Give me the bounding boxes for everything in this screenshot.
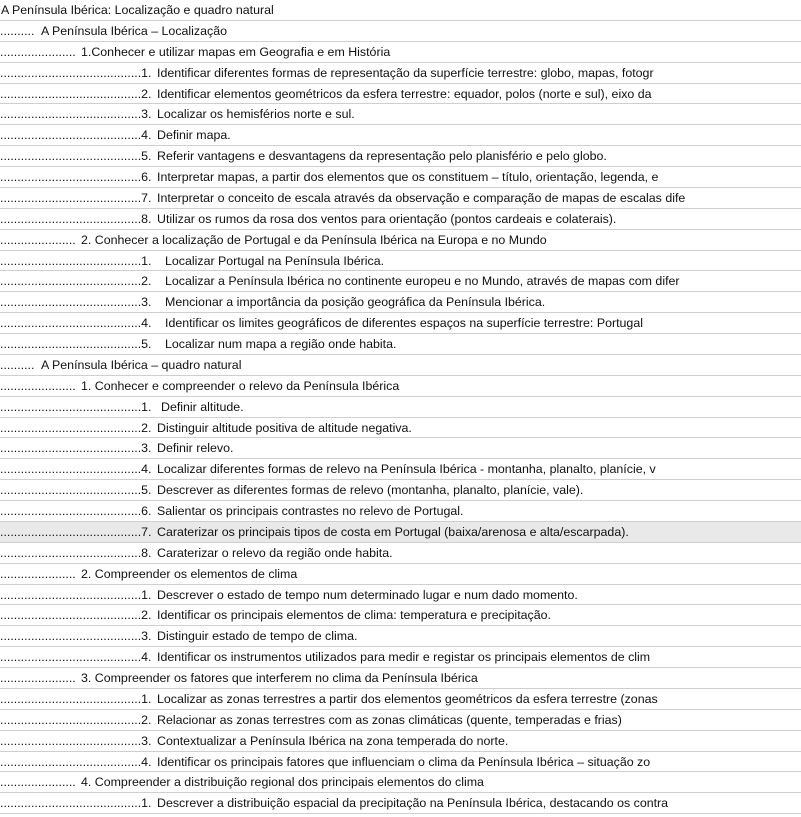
section-title: 3. Compreender os fatores que interferem no clima da Península Ibérica xyxy=(81,671,478,685)
outline-row-level-4[interactable] xyxy=(0,334,801,355)
chapter-title: A Península Ibérica – quadro natural xyxy=(41,357,242,372)
page-title: A Península Ibérica: Localização e quadro natural xyxy=(1,3,274,17)
row-leader: ...................... xyxy=(0,671,76,685)
row-leader: .........................................2. xyxy=(0,608,152,623)
outline-row-level-3[interactable] xyxy=(0,626,801,647)
objective-text: Descrever o estado de tempo num determinado lugar e num dado momento. xyxy=(157,587,578,602)
row-leader: .........................................1. xyxy=(0,65,152,80)
outline-row-level-4[interactable] xyxy=(0,292,801,313)
row-leader: .........................................1. xyxy=(0,399,152,414)
row-leader: .........................................4. xyxy=(0,462,152,477)
outline-row-level-4[interactable] xyxy=(0,251,801,272)
objective-text: Identificar diferentes formas de representação da superfície terrestre: globo, mapas, fotogr xyxy=(157,65,654,80)
row-leader: .........................................1. xyxy=(0,253,152,268)
outline-row-level-3[interactable] xyxy=(0,167,801,188)
objective-text: Contextualizar a Península Ibérica na zona temperada do norte. xyxy=(157,733,509,748)
outline-row-level-0[interactable] xyxy=(0,0,801,21)
outline-row-level-3[interactable] xyxy=(0,104,801,125)
objective-text: Identificar os principais fatores que influenciam o clima da Península Ibérica – situação zo xyxy=(157,754,651,769)
objective-text: Caraterizar o relevo da região onde habita. xyxy=(157,545,393,560)
row-leader: .........................................6. xyxy=(0,170,152,184)
outline-row-level-2[interactable] xyxy=(0,376,801,397)
row-leader: .........................................3. xyxy=(0,629,152,644)
objective-text: Localizar num mapa a região onde habita. xyxy=(165,337,397,351)
objective-text: Localizar as zonas terrestres a partir dos elementos geométricos da esfera terrestre (zonas xyxy=(157,691,658,706)
outline-row-level-1[interactable] xyxy=(0,355,801,376)
outline-row-level-4[interactable] xyxy=(0,313,801,334)
outline-row-level-3[interactable] xyxy=(0,585,801,606)
outline-row-level-2[interactable] xyxy=(0,772,801,793)
row-leader: .........................................3. xyxy=(0,295,152,310)
section-title: 1.Conhecer e utilizar mapas em Geografia e em História xyxy=(81,44,391,59)
row-leader: .......... xyxy=(0,357,35,372)
row-leader: .........................................8. xyxy=(0,545,152,560)
outline-row-level-3[interactable] xyxy=(0,459,801,480)
outline-row-level-3[interactable] xyxy=(0,543,801,564)
row-leader: .........................................5. xyxy=(0,483,152,498)
objective-text: Localizar os hemisférios norte e sul. xyxy=(157,107,355,122)
outline-row-level-3[interactable] xyxy=(0,689,801,710)
outline-row-level-3[interactable] xyxy=(0,501,801,522)
row-leader: .........................................4. xyxy=(0,128,152,143)
row-leader: .........................................4. xyxy=(0,316,152,331)
row-leader: .........................................1. xyxy=(0,587,152,602)
row-leader: .........................................8. xyxy=(0,211,152,226)
objective-text: Interpretar o conceito de escala através da observação e comparação de mapas de escalas dife xyxy=(157,190,686,205)
row-leader: .........................................7. xyxy=(0,524,152,539)
outline-row-level-4[interactable] xyxy=(0,271,801,292)
objective-text: Identificar os instrumentos utilizados para medir e registar os principais elementos de clim xyxy=(157,650,651,665)
row-leader: .........................................7. xyxy=(0,190,152,205)
outline-row-level-3[interactable] xyxy=(0,752,801,773)
outline-row-level-3[interactable] xyxy=(0,209,801,230)
section-title: 2. Conhecer a localização de Portugal e da Península Ibérica na Europa e no Mundo xyxy=(81,232,547,247)
row-leader: .........................................2. xyxy=(0,86,152,101)
row-leader: .........................................5. xyxy=(0,337,152,351)
objective-text: Localizar a Península Ibérica no continente europeu e no Mundo, através de mapas com difer xyxy=(165,274,680,289)
objective-text: Definir relevo. xyxy=(157,441,234,456)
outline-row-level-3[interactable] xyxy=(0,605,801,626)
objective-text: Mencionar a importância da posição geográfica da Península Ibérica. xyxy=(165,295,546,310)
row-leader: .........................................1. xyxy=(0,691,152,706)
outline-row-level-3[interactable] xyxy=(0,438,801,459)
section-title: 2. Compreender os elementos de clima xyxy=(81,566,298,581)
outline-row-level-1[interactable] xyxy=(0,21,801,42)
objective-text: Definir mapa. xyxy=(157,128,231,143)
outline-row-level-5[interactable] xyxy=(0,397,801,418)
objective-text: Definir altitude. xyxy=(161,399,244,414)
objective-text: Distinguir altitude positiva de altitude negativa. xyxy=(157,420,412,435)
row-leader: ...................... xyxy=(0,775,76,790)
outline-row-level-2[interactable] xyxy=(0,564,801,585)
objective-text: Interpretar mapas, a partir dos elementos que os constituem – título, orientação, legenda, e xyxy=(157,170,659,184)
outline-row-level-3[interactable] xyxy=(0,731,801,752)
row-leader: .........................................1. xyxy=(0,796,152,811)
row-leader: .........................................6. xyxy=(0,504,152,518)
outline-row-level-3[interactable] xyxy=(0,418,801,439)
outline-row-level-3[interactable] xyxy=(0,84,801,105)
outline-row-level-3[interactable] xyxy=(0,793,801,814)
outline-row-level-2[interactable] xyxy=(0,42,801,63)
outline-row-level-3[interactable] xyxy=(0,647,801,668)
row-leader: .........................................5. xyxy=(0,149,152,164)
row-leader: .........................................3. xyxy=(0,107,152,122)
section-title: 1. Conhecer e compreender o relevo da Península Ibérica xyxy=(81,378,400,393)
row-leader: .......... xyxy=(0,23,35,38)
outline-row-level-3[interactable] xyxy=(0,63,801,84)
row-leader: .........................................2. xyxy=(0,712,152,727)
objective-text: Relacionar as zonas terrestres com as zonas climáticas (quente, temperadas e frias) xyxy=(157,712,622,727)
objective-text: Utilizar os rumos da rosa dos ventos para orientação (pontos cardeais e colaterais). xyxy=(157,211,617,226)
row-leader: .........................................2. xyxy=(0,274,152,289)
row-leader: ...................... xyxy=(0,378,76,393)
objective-text: Identificar os limites geográficos de diferentes espaços na superfície terrestre: Portugal xyxy=(165,316,643,331)
outline-row-level-3[interactable] xyxy=(0,146,801,167)
objective-text: Identificar os principais elementos de clima: temperatura e precipitação. xyxy=(157,608,551,623)
outline-row-level-3[interactable] xyxy=(0,710,801,731)
section-title: 4. Compreender a distribuição regional dos principais elementos do clima xyxy=(81,775,484,790)
objective-text: Localizar diferentes formas de relevo na Península Ibérica - montanha, planalto, planície, v xyxy=(157,462,656,477)
objective-text: Salientar os principais contrastes no relevo de Portugal. xyxy=(157,504,464,518)
objective-text: Identificar elementos geométricos da esfera terrestre: equador, polos (norte e sul), eixo da xyxy=(157,86,652,101)
row-leader: ...................... xyxy=(0,44,76,59)
row-leader: ...................... xyxy=(0,566,76,581)
row-leader: .........................................3. xyxy=(0,441,152,456)
objective-text: Descrever as diferentes formas de relevo (montanha, planalto, planície, vale). xyxy=(157,483,584,498)
objective-text: Descrever a distribuição espacial da precipitação na Península Ibérica, destacando os contra xyxy=(157,796,669,811)
outline-row-level-3[interactable] xyxy=(0,522,801,543)
outline-row-level-3[interactable] xyxy=(0,125,801,146)
objective-text: Referir vantagens e desvantagens da representação pelo planisfério e pelo globo. xyxy=(157,149,607,164)
outline-row-level-3[interactable] xyxy=(0,480,801,501)
outline-row-level-3[interactable] xyxy=(0,188,801,209)
row-leader: .........................................2. xyxy=(0,420,152,435)
chapter-title: A Península Ibérica – Localização xyxy=(41,23,227,38)
row-leader: .........................................3. xyxy=(0,733,152,748)
row-leader: .........................................4. xyxy=(0,650,152,665)
row-leader: .........................................4. xyxy=(0,754,152,769)
objective-text: Distinguir estado de tempo de clima. xyxy=(157,629,358,644)
outline-row-level-2[interactable] xyxy=(0,668,801,689)
row-leader: ...................... xyxy=(0,232,76,247)
objective-text: Localizar Portugal na Península Ibérica. xyxy=(165,253,385,268)
outline-row-level-2[interactable] xyxy=(0,230,801,251)
objective-text: Caraterizar os principais tipos de costa em Portugal (baixa/arenosa e alta/escarpada). xyxy=(157,524,629,539)
